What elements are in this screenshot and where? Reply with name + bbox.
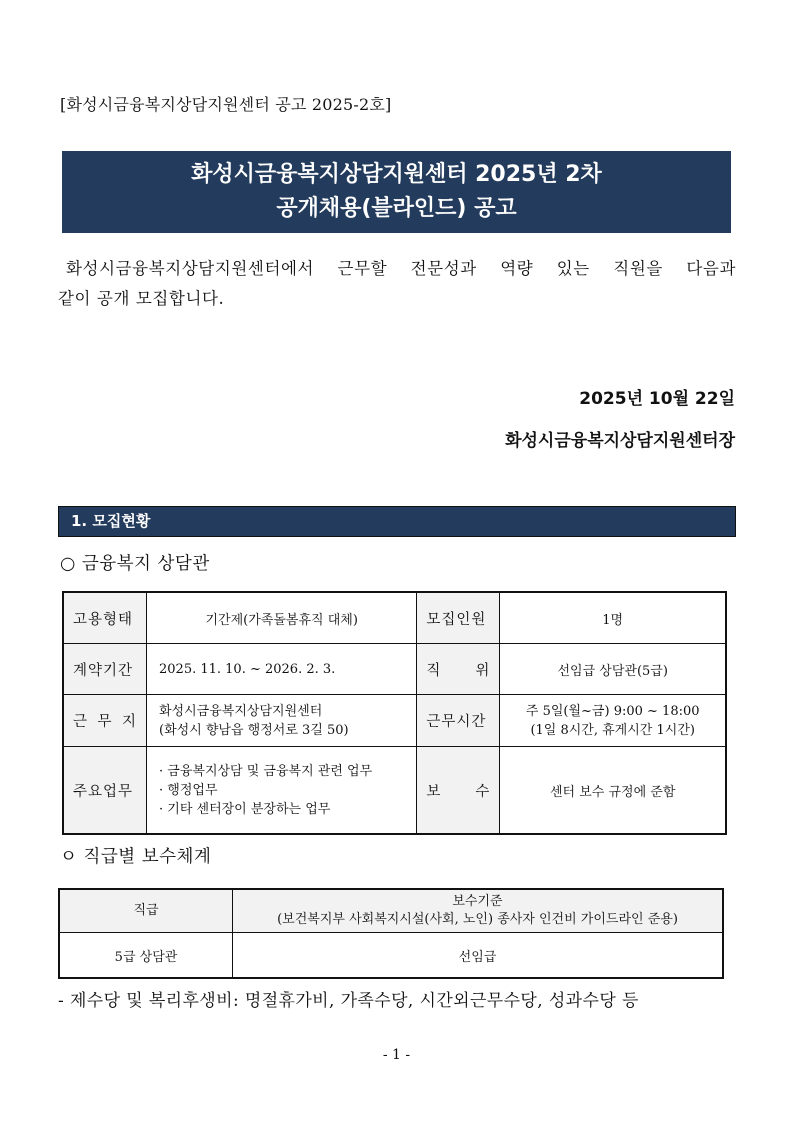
section-header-recruitment: 1. 모집현황 (58, 506, 736, 537)
intro-line-1: 화성시금융복지상담지원센터에서 근무할 전문성과 역량 있는 직원을 다음과 (66, 259, 736, 278)
pay-value: 센터 보수 규정에 준함 (500, 747, 726, 835)
standard-header-line-2: (보건복지부 사회복지시설(사회, 노인) 종사자 인건비 가이드라인 준용) (277, 912, 678, 927)
contract-period-value: 2025. 11. 10. ~ 2026. 2. 3. (147, 644, 417, 695)
standard-column-header (233, 889, 724, 933)
duties-value (147, 747, 417, 835)
workplace-value (147, 695, 417, 747)
position-table (62, 591, 727, 835)
salary-table (58, 888, 724, 979)
title-line-2: 공개채용(블라인드) 공고 (276, 196, 517, 221)
headcount-label: 모집인원 (417, 592, 500, 644)
hours-label: 근무시간 (417, 695, 500, 747)
table-row (59, 933, 723, 979)
notice-number: [화성시금융복지상담지원센터 공고 2025-2호] (60, 95, 392, 114)
position-heading: ○ 금융복지 상담관 (60, 554, 210, 574)
intro-line-2: 같이 공개 모집합니다. (58, 289, 225, 308)
hours-line-1: 주 5일(월~금) 9:00 ~ 18:00 (525, 703, 700, 719)
table-row (63, 747, 726, 835)
workplace-line-2: (화성시 향남읍 행정서로 3길 50) (159, 722, 349, 738)
title-line-1: 화성시금융복지상담지원센터 2025년 2차 (191, 162, 602, 187)
employment-type-value: 기간제(가족돌봄휴직 대체) (147, 592, 417, 644)
workplace-label: 근 무 지 (63, 695, 147, 747)
grade-cell: 5급 상담관 (59, 933, 233, 979)
table-row (63, 644, 726, 695)
duty-item: · 행정업무 (159, 782, 218, 798)
grade-column-header: 직급 (59, 889, 233, 933)
duty-item: · 기타 센터장이 분장하는 업무 (159, 801, 331, 817)
intro-paragraph (58, 254, 736, 314)
rank-value: 선임급 상담관(5급) (500, 644, 726, 695)
benefits-note: - 제수당 및 복리후생비: 명절휴가비, 가족수당, 시간외근무수당, 성과수당 등 (58, 991, 639, 1011)
duty-item: · 금융복지상담 및 금융복지 관련 업무 (159, 763, 373, 779)
rank-label: 직 위 (417, 644, 500, 695)
table-row (63, 695, 726, 747)
issuer: 화성시금융복지상담지원센터장 (505, 431, 735, 451)
table-header-row (59, 889, 723, 933)
standard-header-line-1: 보수기준 (452, 894, 503, 909)
notice-date: 2025년 10월 22일 (579, 389, 735, 409)
pay-label: 보 수 (417, 747, 500, 835)
headcount-value: 1명 (500, 592, 726, 644)
contract-period-label: 계약기간 (63, 644, 147, 695)
hours-line-2: (1일 8시간, 휴게시간 1시간) (530, 722, 695, 738)
workplace-line-1: 화성시금융복지상담지원센터 (159, 703, 323, 719)
employment-type-label: 고용형태 (63, 592, 147, 644)
salary-heading: ㅇ 직급별 보수체계 (60, 847, 212, 867)
duties-label: 주요업무 (63, 747, 147, 835)
page-number: - 1 - (382, 1047, 411, 1063)
hours-value (500, 695, 726, 747)
table-row (63, 592, 726, 644)
standard-cell: 선임급 (233, 933, 724, 979)
title-banner (62, 151, 731, 233)
